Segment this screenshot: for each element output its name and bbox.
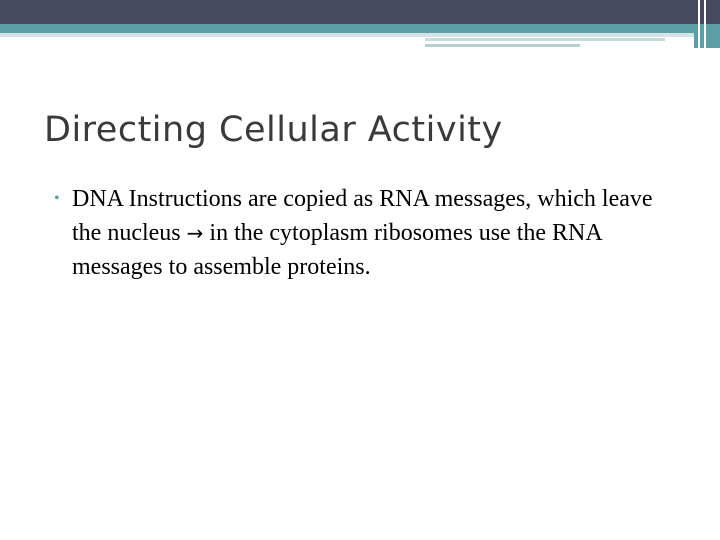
slide-title: Directing Cellular Activity xyxy=(44,110,503,150)
corner-stripe xyxy=(704,0,706,48)
right-arrow-icon: → xyxy=(186,221,204,245)
bullet-list xyxy=(54,182,674,284)
header-band-light xyxy=(0,33,720,37)
corner-stripe xyxy=(698,0,700,48)
bullet-text-after: in the cytoplasm ribosomes use the RNA messages to assemble proteins. xyxy=(72,220,602,280)
header-band-dark xyxy=(0,0,720,24)
accent-line-long xyxy=(425,38,665,41)
header-band-teal xyxy=(0,24,720,33)
bullet-text-before: DNA Instructions are copied as RNA messages, which leave the nucleus xyxy=(72,186,653,246)
corner-block xyxy=(694,0,720,48)
bullet-item xyxy=(54,182,674,284)
bullet-marker: • xyxy=(54,190,60,207)
accent-line-short xyxy=(425,44,580,47)
